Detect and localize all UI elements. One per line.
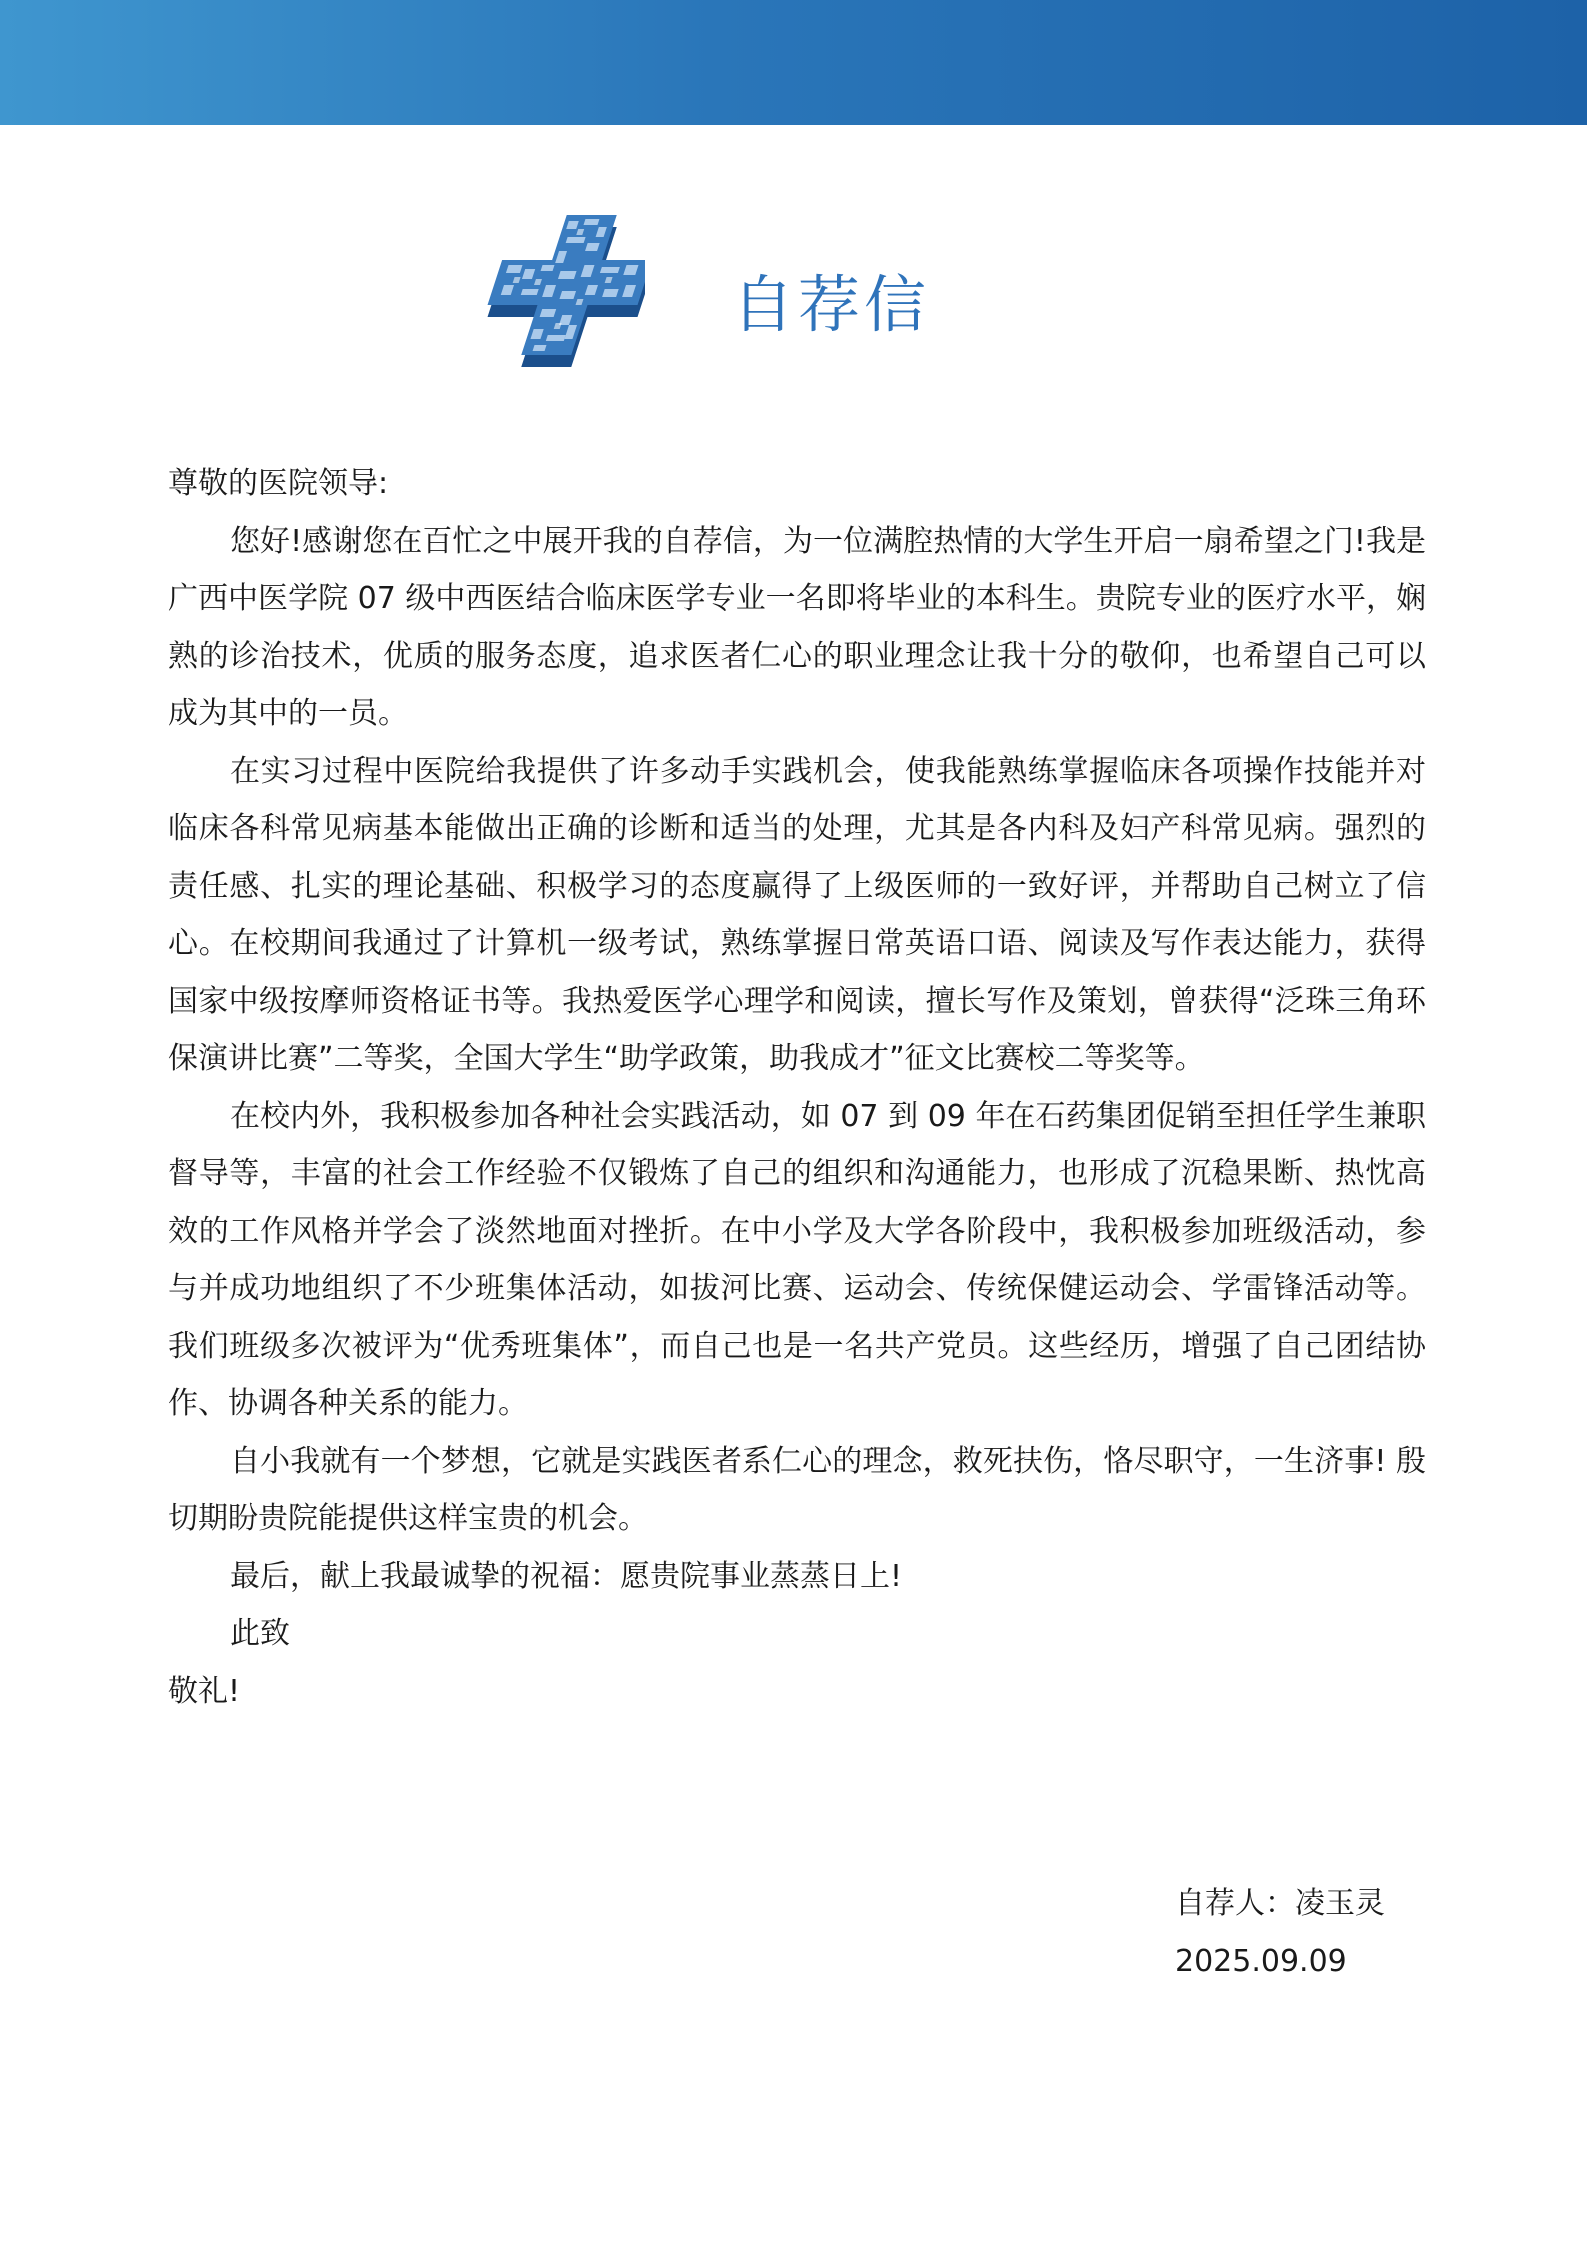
signer-name: 自荐人：凌玉灵 [1175,1886,1385,1921]
salutation: 尊敬的医院领导: [168,466,389,501]
letter-title: 自荐信 [732,268,931,341]
letter-header [470,205,1170,385]
paragraph-2: 在实习过程中医院给我提供了许多动手实践机会，使我能熟练掌握临床各项操作技能并对临床各科常见病基本能做出正确的诊断和适当的处理，尤其是各内科及妇产科常见病。强烈的责任感、扎实的理论基础、积极学习的态度赢得了上级医师的一致好评，并帮助自己树立了信心。在校期间我通过了计算机一级考试，熟练掌握日常英语口语、阅读及写作表达能力，获得国家中级按摩师资格证书等。我热爱医学心理学和阅读，擅长写作及策划，曾获得“泛珠三角环保演讲比赛”二等奖，全国大学生“助学政策，助我成才”征文比赛校二等奖等。 [168,753,1426,1076]
paragraph-1: 您好!感谢您在百忙之中展开我的自荐信，为一位满腔热情的大学生开启一扇希望之门!我是广西中医学院 07 级中西医结合临床医学专业一名即将毕业的本科生。贵院专业的医疗水平，娴熟的诊治技术，优质的服务态度，追求医者仁心的职业理念让我十分的敬仰，也希望自己可以成为其中的一员。 [168,523,1426,731]
letter-date: 2025.09.09 [1175,1944,1347,1979]
closing-line-1: 此致 [230,1616,290,1651]
paragraph-4: 自小我就有一个梦想，它就是实践医者系仁心的理念，救死扶伤，恪尽职守，一生济事! 殷切期盼贵院能提供这样宝贵的机会。 [168,1443,1426,1536]
paragraph-3: 在校内外，我积极参加各种社会实践活动，如 07 到 09 年在石药集团促销至担任学生兼职督导等，丰富的社会工作经验不仅锻炼了自己的组织和沟通能力，也形成了沉稳果断、热忱高效的工作风格并学会了淡然地面对挫折。在中小学及大学各阶段中，我积极参加班级活动，参与并成功地组织了不少班集体活动，如拔河比赛、运动会、传统保健运动会、学雷锋活动等。我们班级多次被评为“优秀班集体”，而自己也是一名共产党员。这些经历，增强了自己团结协作、协调各种关系的能力。 [168,1098,1426,1421]
medical-cross-logo-icon [470,205,645,370]
letter-body [168,455,1426,1720]
top-header-band [0,0,1587,125]
closing-line-2: 敬礼! [168,1673,241,1709]
signature-block [1175,1875,1385,1991]
paragraph-5: 最后，献上我最诚挚的祝福：愿贵院事业蒸蒸日上! [230,1558,903,1594]
